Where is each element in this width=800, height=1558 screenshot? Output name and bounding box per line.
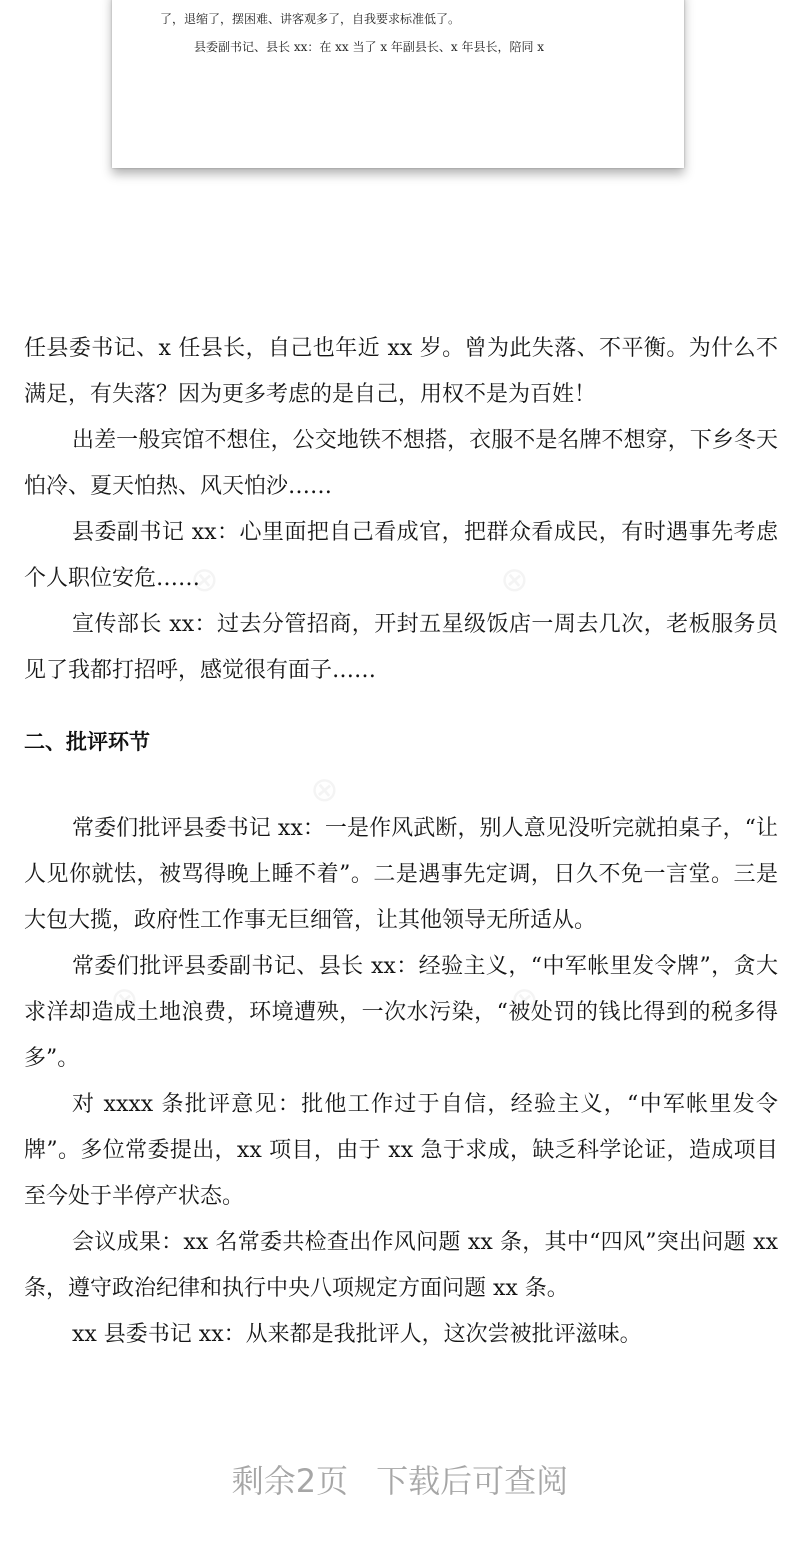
paragraph: 会议成果：xx 名常委共检查出作风问题 xx 条，其中“四风”突出问题 xx 条，遵守政治纪律和执行中央八项规定方面问题 xx 条。 [24, 1230, 778, 1301]
section1-body [24, 326, 778, 694]
paragraph: 常委们批评县委书记 xx：一是作风武断，别人意见没听完就拍桌子，“让人见你就怯，被骂得晚上睡不着”。二是遇事先定调，日久不免一言堂。三是大包大揽，政府性工作事无巨细管，让其他领导无所适从。 [24, 816, 778, 933]
paragraph: 任县委书记、x 任县长，自己也年近 xx 岁。曾为此失落、不平衡。为什么不满足，有失落？因为更多考虑的是自己，用权不是为百姓！ [24, 336, 778, 407]
paragraph: 县委副书记 xx：心里面把自己看成官，把群众看成民，有时遇事先考虑个人职位安危…… [24, 520, 778, 591]
preview-line-2: 县委副书记、县长 xx：在 xx 当了 x 年副县长、x 年县长，陪同 x [194, 40, 545, 54]
section2-body [24, 806, 778, 1358]
paragraph: 常委们批评县委副书记、县长 xx：经验主义，“中军帐里发令牌”，贪大求洋却造成土地浪费，环境遭殃，一次水污染，“被处罚的钱比得到的税多得多”。 [24, 954, 778, 1071]
preview-line-1: 了，退缩了，摆困难、讲客观多了，自我要求标准低了。 [160, 12, 461, 26]
section2-heading: 二、批评环节 [24, 730, 150, 754]
download-to-view-label: 下载后可查阅 [376, 1462, 569, 1500]
paragraph: 宣传部长 xx：过去分管招商，开封五星级饭店一周去几次，老板服务员见了我都打招呼，感觉很有面子…… [24, 612, 778, 683]
preview-page-card [112, 0, 684, 168]
paragraph: xx 县委书记 xx：从来都是我批评人，这次尝被批评滋味。 [72, 1322, 642, 1347]
download-prompt[interactable] [0, 1456, 800, 1502]
paragraph: 对 xxxx 条批评意见：批他工作过于自信，经验主义，“中军帐里发令牌”。多位常委提出，xx 项目，由于 xx 急于求成，缺乏科学论证，造成项目至今处于半停产状态。 [24, 1092, 778, 1209]
paragraph: 出差一般宾馆不想住，公交地铁不想搭，衣服不是名牌不想穿，下乡冬天怕冷、夏天怕热、风天怕沙…… [24, 428, 778, 499]
remaining-pages-label: 剩余2页 [231, 1462, 349, 1500]
